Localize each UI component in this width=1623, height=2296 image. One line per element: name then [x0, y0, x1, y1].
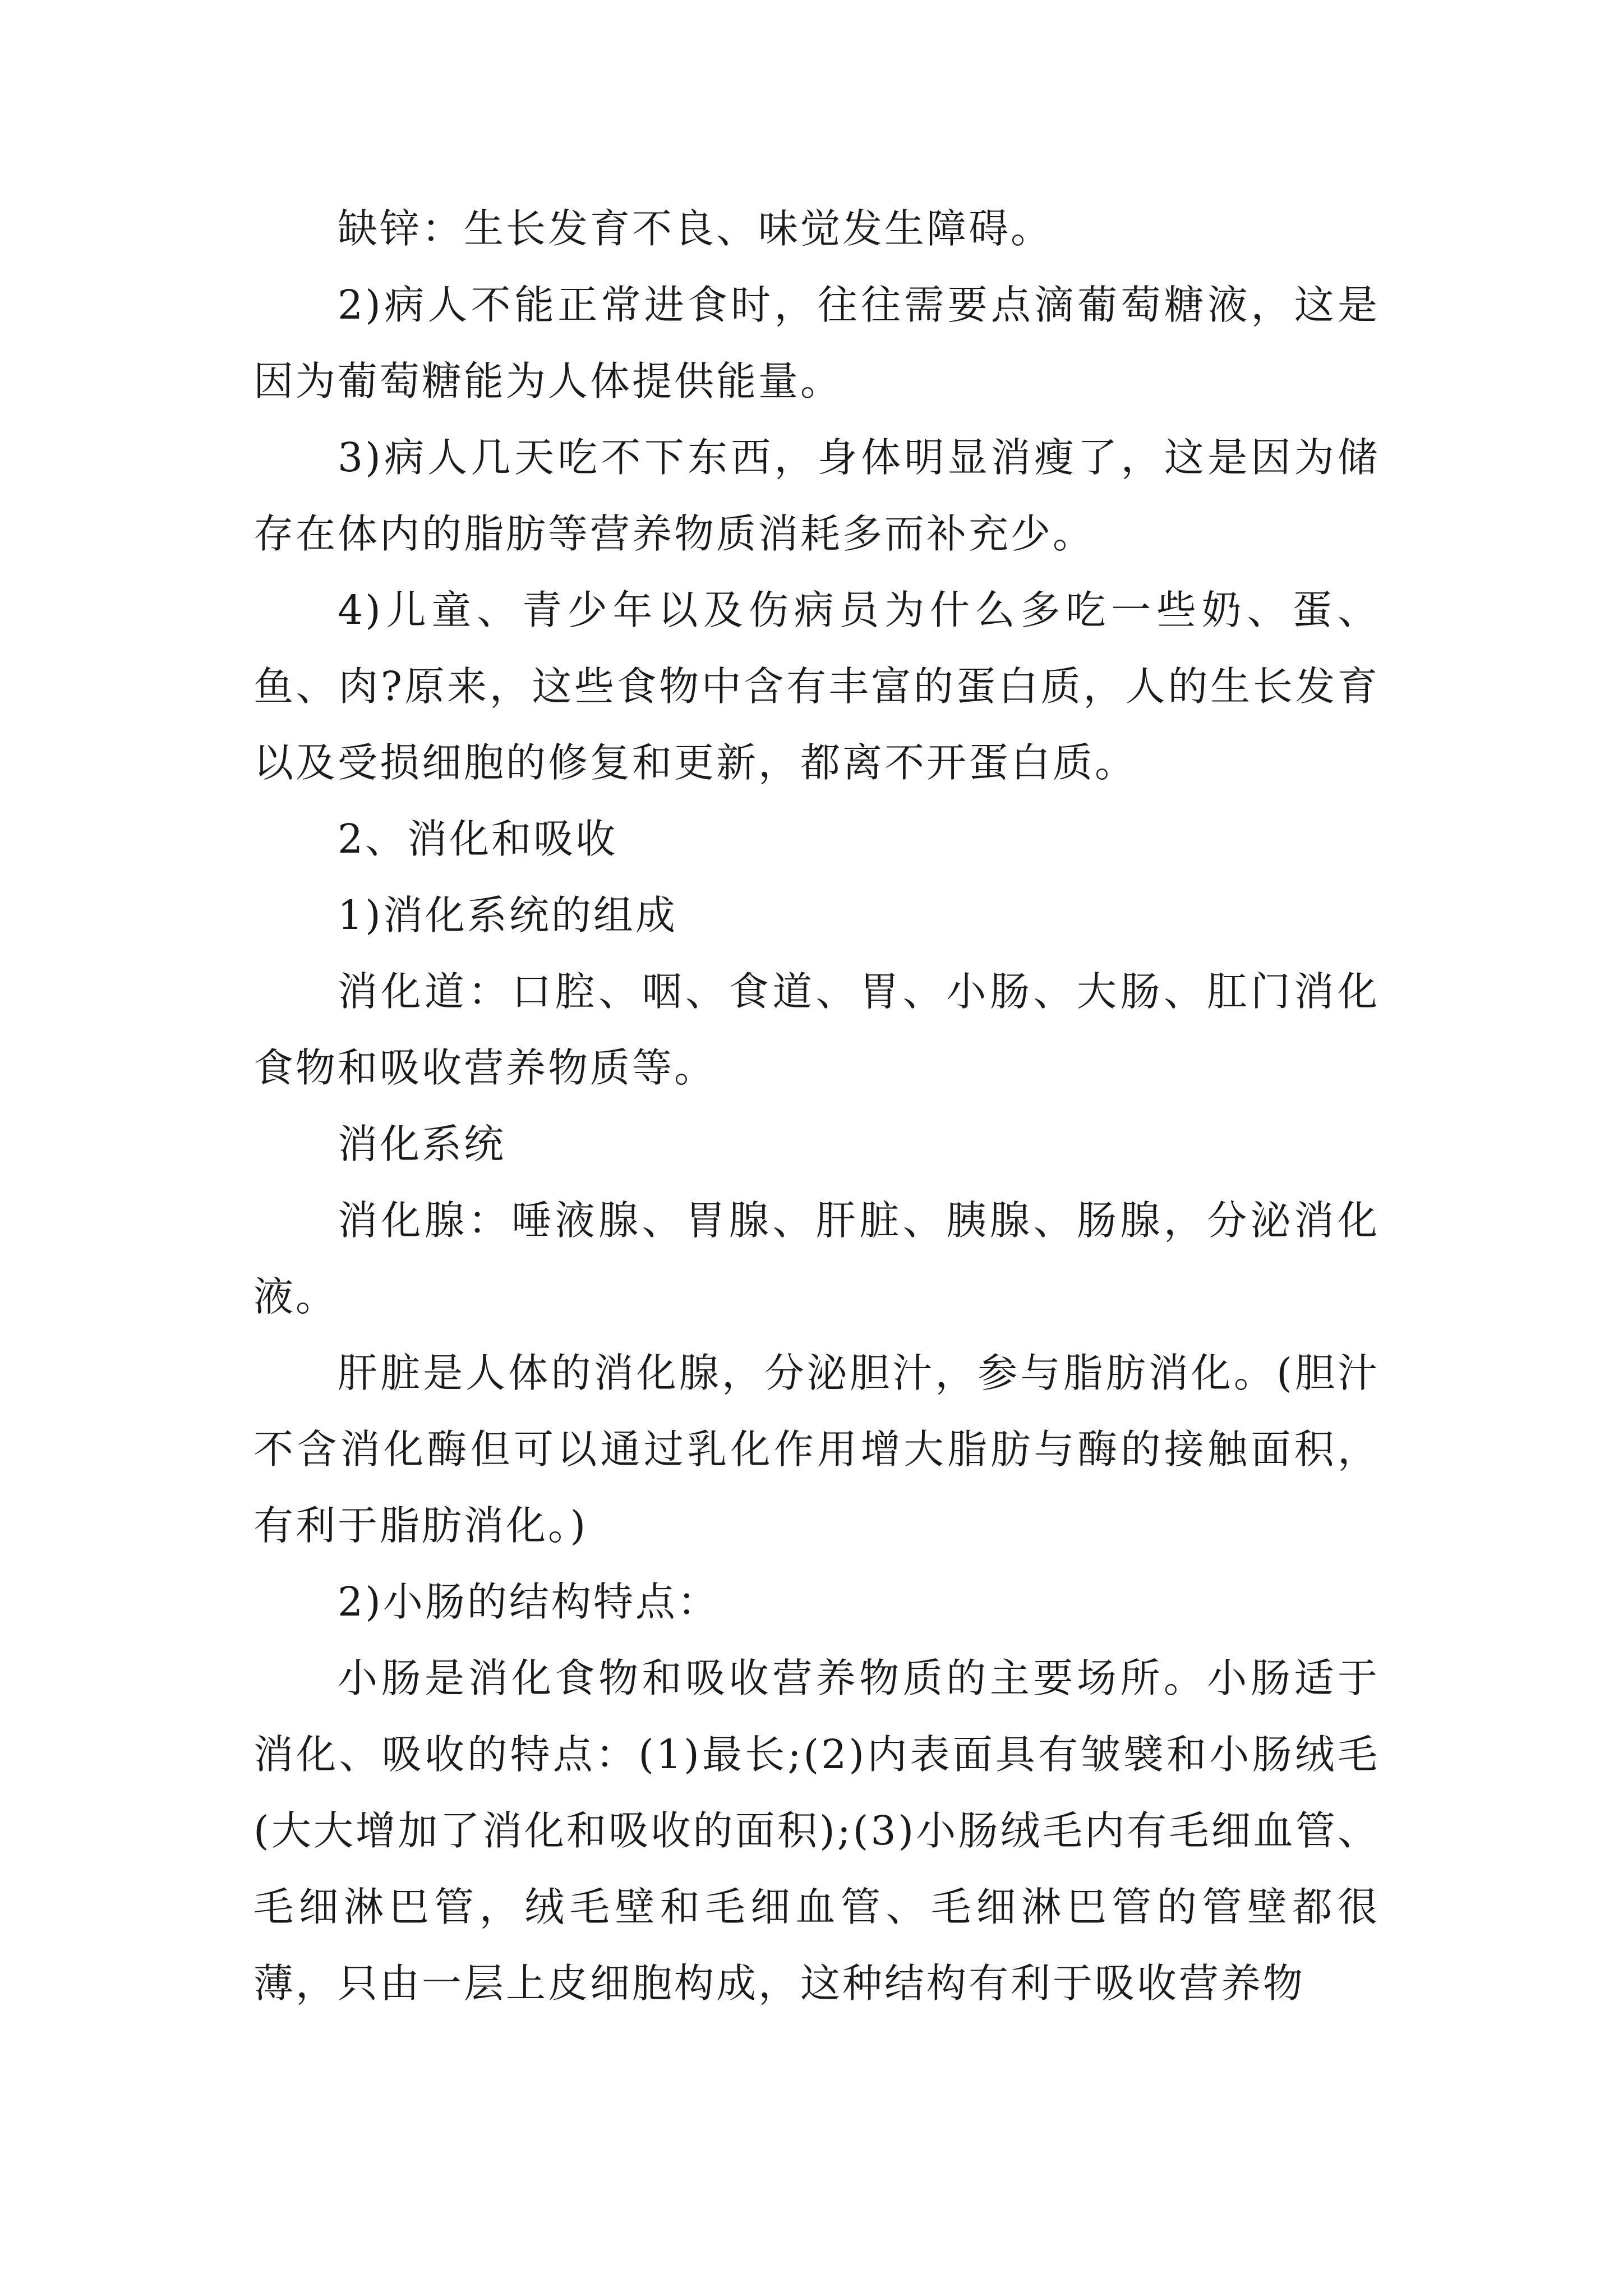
section-heading-digestion: 2、消化和吸收: [338, 816, 618, 862]
paragraph-digestive-system-label: 消化系统: [338, 1121, 506, 1167]
paragraph-zinc-deficiency: 缺锌：生长发育不良、味觉发生障碍。: [338, 205, 1053, 252]
paragraph-digestive-glands: 消化腺：唾液腺、胃腺、肝脏、胰腺、肠腺，分泌消化液。: [253, 1197, 1380, 1320]
paragraph-protein-foods: 4)儿童、青少年以及伤病员为什么多吃一些奶、蛋、鱼、肉?原来，这些食物中含有丰富的蛋白质，人的生长发育以及受损细胞的修复和更新，都离不开蛋白质。: [253, 587, 1380, 786]
subheading-digestive-system: 1)消化系统的组成: [338, 892, 677, 938]
subheading-small-intestine: 2)小肠的结构特点：: [338, 1579, 720, 1625]
paragraph-glucose-drip: 2)病人不能正常进食时，往往需要点滴葡萄糖液，这是因为葡萄糖能为人体提供能量。: [253, 282, 1380, 404]
document-body: [253, 191, 1380, 2022]
paragraph-small-intestine-features: 小肠是消化食物和吸收营养物质的主要场所。小肠适于消化、吸收的特点：(1)最长;(2)内表面具有皱襞和小肠绒毛(大大增加了消化和吸收的面积);(3)小肠绒毛内有毛细血管、毛细淋巴管，绒毛壁和毛细血管、毛细淋巴管的管壁都很薄，只由一层上皮细胞构成，这种结构有利于吸收营养物: [253, 1655, 1380, 2007]
paragraph-weight-loss: 3)病人几天吃不下东西，身体明显消瘦了，这是因为储存在体内的脂肪等营养物质消耗多而补充少。: [253, 434, 1380, 557]
paragraph-liver-bile: 肝脏是人体的消化腺，分泌胆汁，参与脂肪消化。(胆汁不含消化酶但可以通过乳化作用增大脂肪与酶的接触面积，有利于脂肪消化。): [253, 1350, 1380, 1549]
paragraph-digestive-tract: 消化道：口腔、咽、食道、胃、小肠、大肠、肛门消化食物和吸收营养物质等。: [253, 968, 1380, 1091]
